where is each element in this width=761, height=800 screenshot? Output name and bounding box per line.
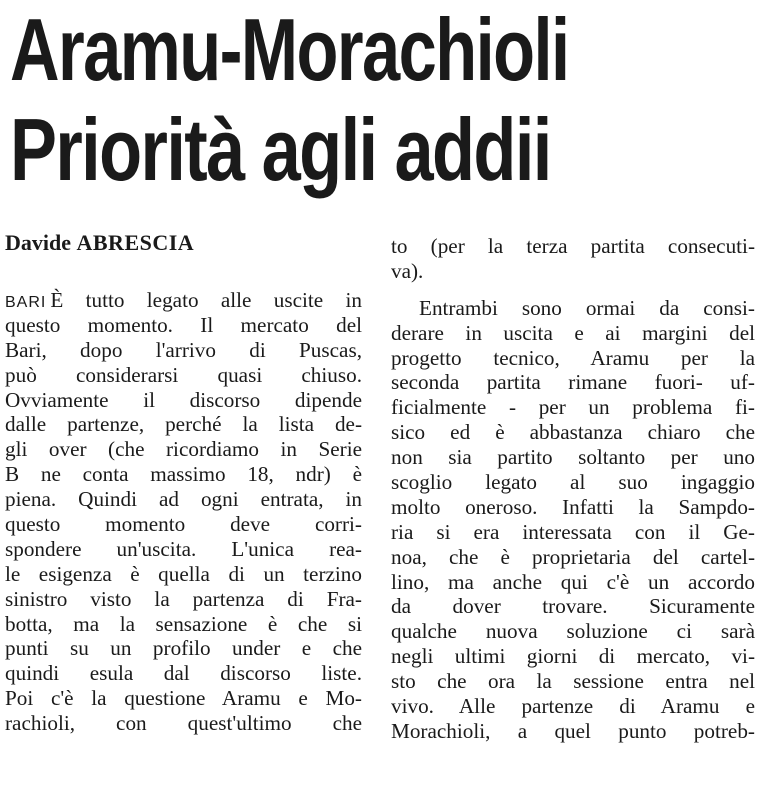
article-column-right <box>391 234 755 744</box>
text-line: punti su un profilo under e che <box>5 636 362 661</box>
text-line: questo momento. Il mercato del <box>5 312 362 337</box>
dateline: BARI <box>5 294 47 311</box>
text-line: seconda partita rimane fuori- uf- <box>391 370 755 395</box>
text-line: sinistro visto la partenza di Fra- <box>5 586 362 611</box>
text-line-content: È tutto legato alle uscite in <box>50 288 362 312</box>
text-line: lino, ma anche qui c'è un accordo <box>391 569 755 594</box>
text-line: scoglio legato al suo ingaggio <box>391 470 755 495</box>
headline <box>10 0 755 200</box>
article-column-left <box>5 288 362 736</box>
text-line: non sia partito soltanto per uno <box>391 445 755 470</box>
text-line: progetto tecnico, Aramu per la <box>391 345 755 370</box>
author-first-name: Davide <box>5 230 71 255</box>
text-line: Poi c'è la questione Aramu e Mo- <box>5 686 362 711</box>
text-line: noa, che è proprietaria del cartel- <box>391 544 755 569</box>
text-line: questo momento deve corri- <box>5 512 362 537</box>
text-line: sto che ora la sessione entra nel <box>391 669 755 694</box>
text-line: le esigenza è quella di un terzino <box>5 561 362 586</box>
text-line: da dover trovare. Sicuramente <box>391 594 755 619</box>
text-line: quindi esula dal discorso liste. <box>5 661 362 686</box>
author-last-name: ABRESCIA <box>76 230 195 255</box>
headline-line-1: Aramu-Morachioli <box>10 0 569 99</box>
text-line: gli over (che ricordiamo in Serie <box>5 437 362 462</box>
byline <box>5 228 194 258</box>
text-line: dalle partenze, perché la lista de- <box>5 412 362 437</box>
text-line: qualche nuova soluzione ci sarà <box>391 619 755 644</box>
text-line: negli ultimi giorni di mercato, vi- <box>391 644 755 669</box>
text-line: rachioli, con quest'ultimo che <box>5 711 362 736</box>
text-line: ria si era interessata con il Ge- <box>391 519 755 544</box>
text-line: Morachioli, a quel punto potreb- <box>391 718 755 743</box>
text-line: to (per la terza partita consecuti- <box>391 234 755 258</box>
text-line: botta, ma la sensazione è che si <box>5 611 362 636</box>
text-line: ficialmente - per un problema fi- <box>391 395 755 420</box>
text-line: vivo. Alle partenze di Aramu e <box>391 694 755 719</box>
text-line: B ne conta massimo 18, ndr) è <box>5 462 362 487</box>
text-line: va). <box>391 258 424 283</box>
text-line: molto oneroso. Infatti la Sampdo- <box>391 494 755 519</box>
paragraph-gap <box>391 284 755 296</box>
text-line: sico ed è abbastanza chiaro che <box>391 420 755 445</box>
text-line <box>5 288 362 313</box>
text-line: spondere un'uscita. L'unica rea- <box>5 536 362 561</box>
text-line: derare in uscita e ai margini del <box>391 320 755 345</box>
text-line: Ovviamente il discorso dipende <box>5 387 362 412</box>
text-line: Entrambi sono ormai da consi- <box>419 295 755 320</box>
text-line: può considerarsi quasi chiuso. <box>5 362 362 387</box>
text-line: piena. Quindi ad ogni entrata, in <box>5 487 362 512</box>
headline-line-2: Priorità agli addii <box>10 100 551 199</box>
text-line: Bari, dopo l'arrivo di Puscas, <box>5 337 362 362</box>
